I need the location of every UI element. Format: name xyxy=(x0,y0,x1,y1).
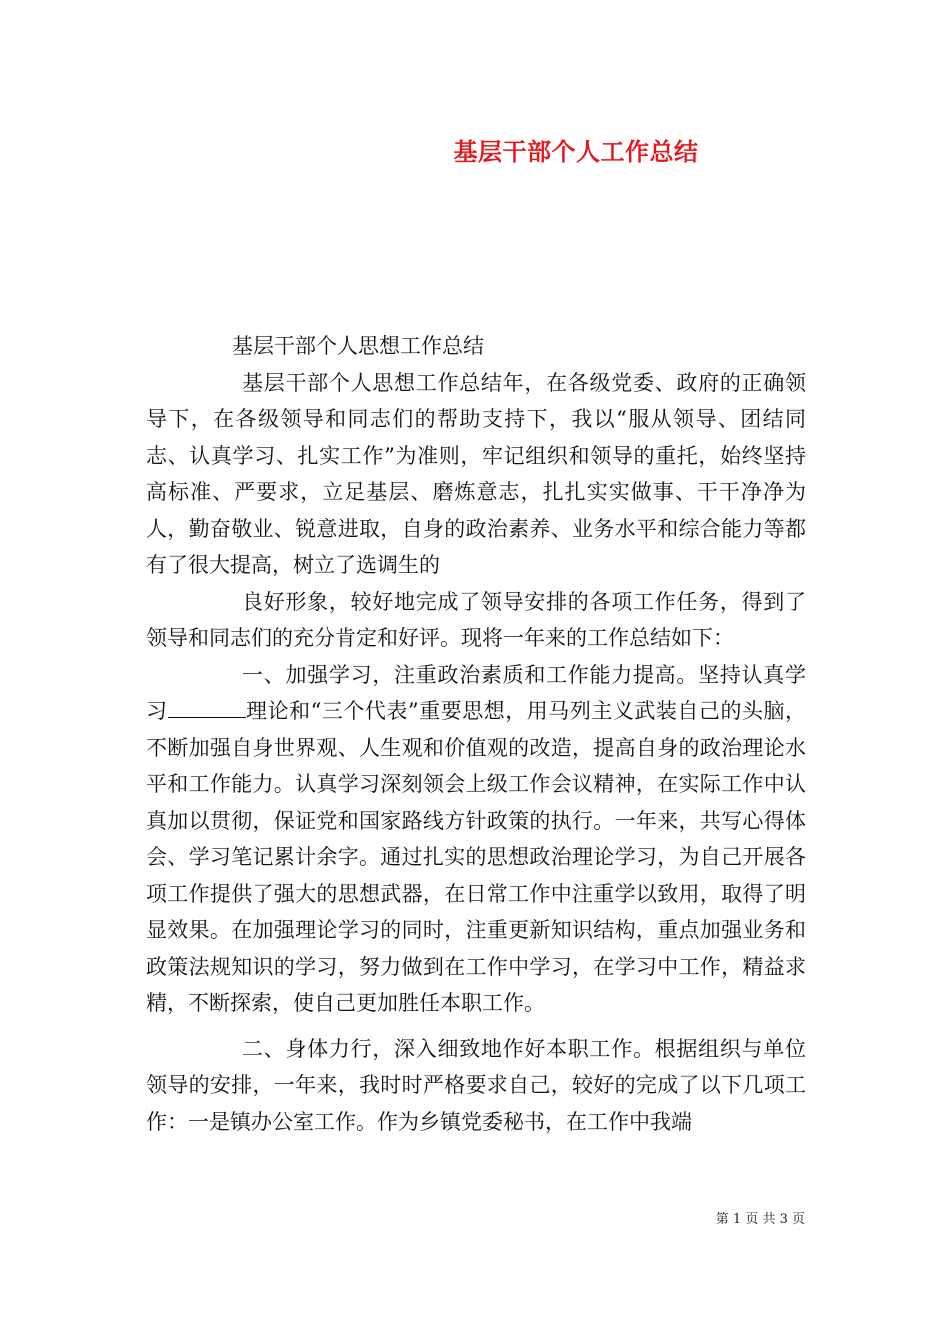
paragraph-section-1 xyxy=(146,657,806,1022)
paragraph-intro-continued: 良好形象，较好地完成了领导安排的各项工作任务，得到了领导和同志们的充分肯定和好评。现将一年来的工作总结如下： xyxy=(146,589,806,650)
sub-heading: 基层干部个人思想工作总结 xyxy=(232,334,484,358)
paragraph-section-2: 二、身体力行，深入细致地作好本职工作。根据组织与单位领导的安排，一年来，我时时严格要求自己，较好的完成了以下几项工作：一是镇办公室工作。作为乡镇党委秘书，在工作中我端 xyxy=(146,1036,806,1134)
section-1-text-a: 一、加强学习，注重政治素质和工作能力提高。坚持认真学习 xyxy=(146,662,806,723)
fill-blank xyxy=(168,699,246,718)
section-1-text-b: 理论和“三个代表”重要思想，用马列主义武装自己的头脑，不断加强自身世界观、人生观和价值观的改造，提高自身的政治理论水平和工作能力。认真学习深刻领会上级工作会议精神，在实际工作中认真加以贯彻，保证党和国家路线方针政策的执行。一年来，共写心得体会、学习笔记累计余字。通过扎实的思想政治理论学习，为自己开展各项工作提供了强大的思想武器，在日常工作中注重学以致用，取得了明显效果。在加强理论学习的同时，注重更新知识结构，重点加强业务和政策法规知识的学习，努力做到在工作中学习，在学习中工作，精益求精，不断探索，使自己更加胜任本职工作。 xyxy=(146,699,806,1015)
page-footer: 第 1 页 共 3 页 xyxy=(715,1212,805,1227)
paragraph-intro: 基层干部个人思想工作总结年，在各级党委、政府的正确领导下，在各级领导和同志们的帮助支持下，我以“服从领导、团结同志、认真学习、扎实工作”为准则，牢记组织和领导的重托，始终坚持高标准、严要求，立足基层、磨炼意志，扎扎实实做事、干干净净为人，勤奋敬业、锐意进取，自身的政治素养、业务水平和综合能力等都有了很大提高，树立了选调生的 xyxy=(146,370,806,577)
document-title: 基层干部个人工作总结 xyxy=(453,137,699,166)
document-body xyxy=(146,328,806,1140)
